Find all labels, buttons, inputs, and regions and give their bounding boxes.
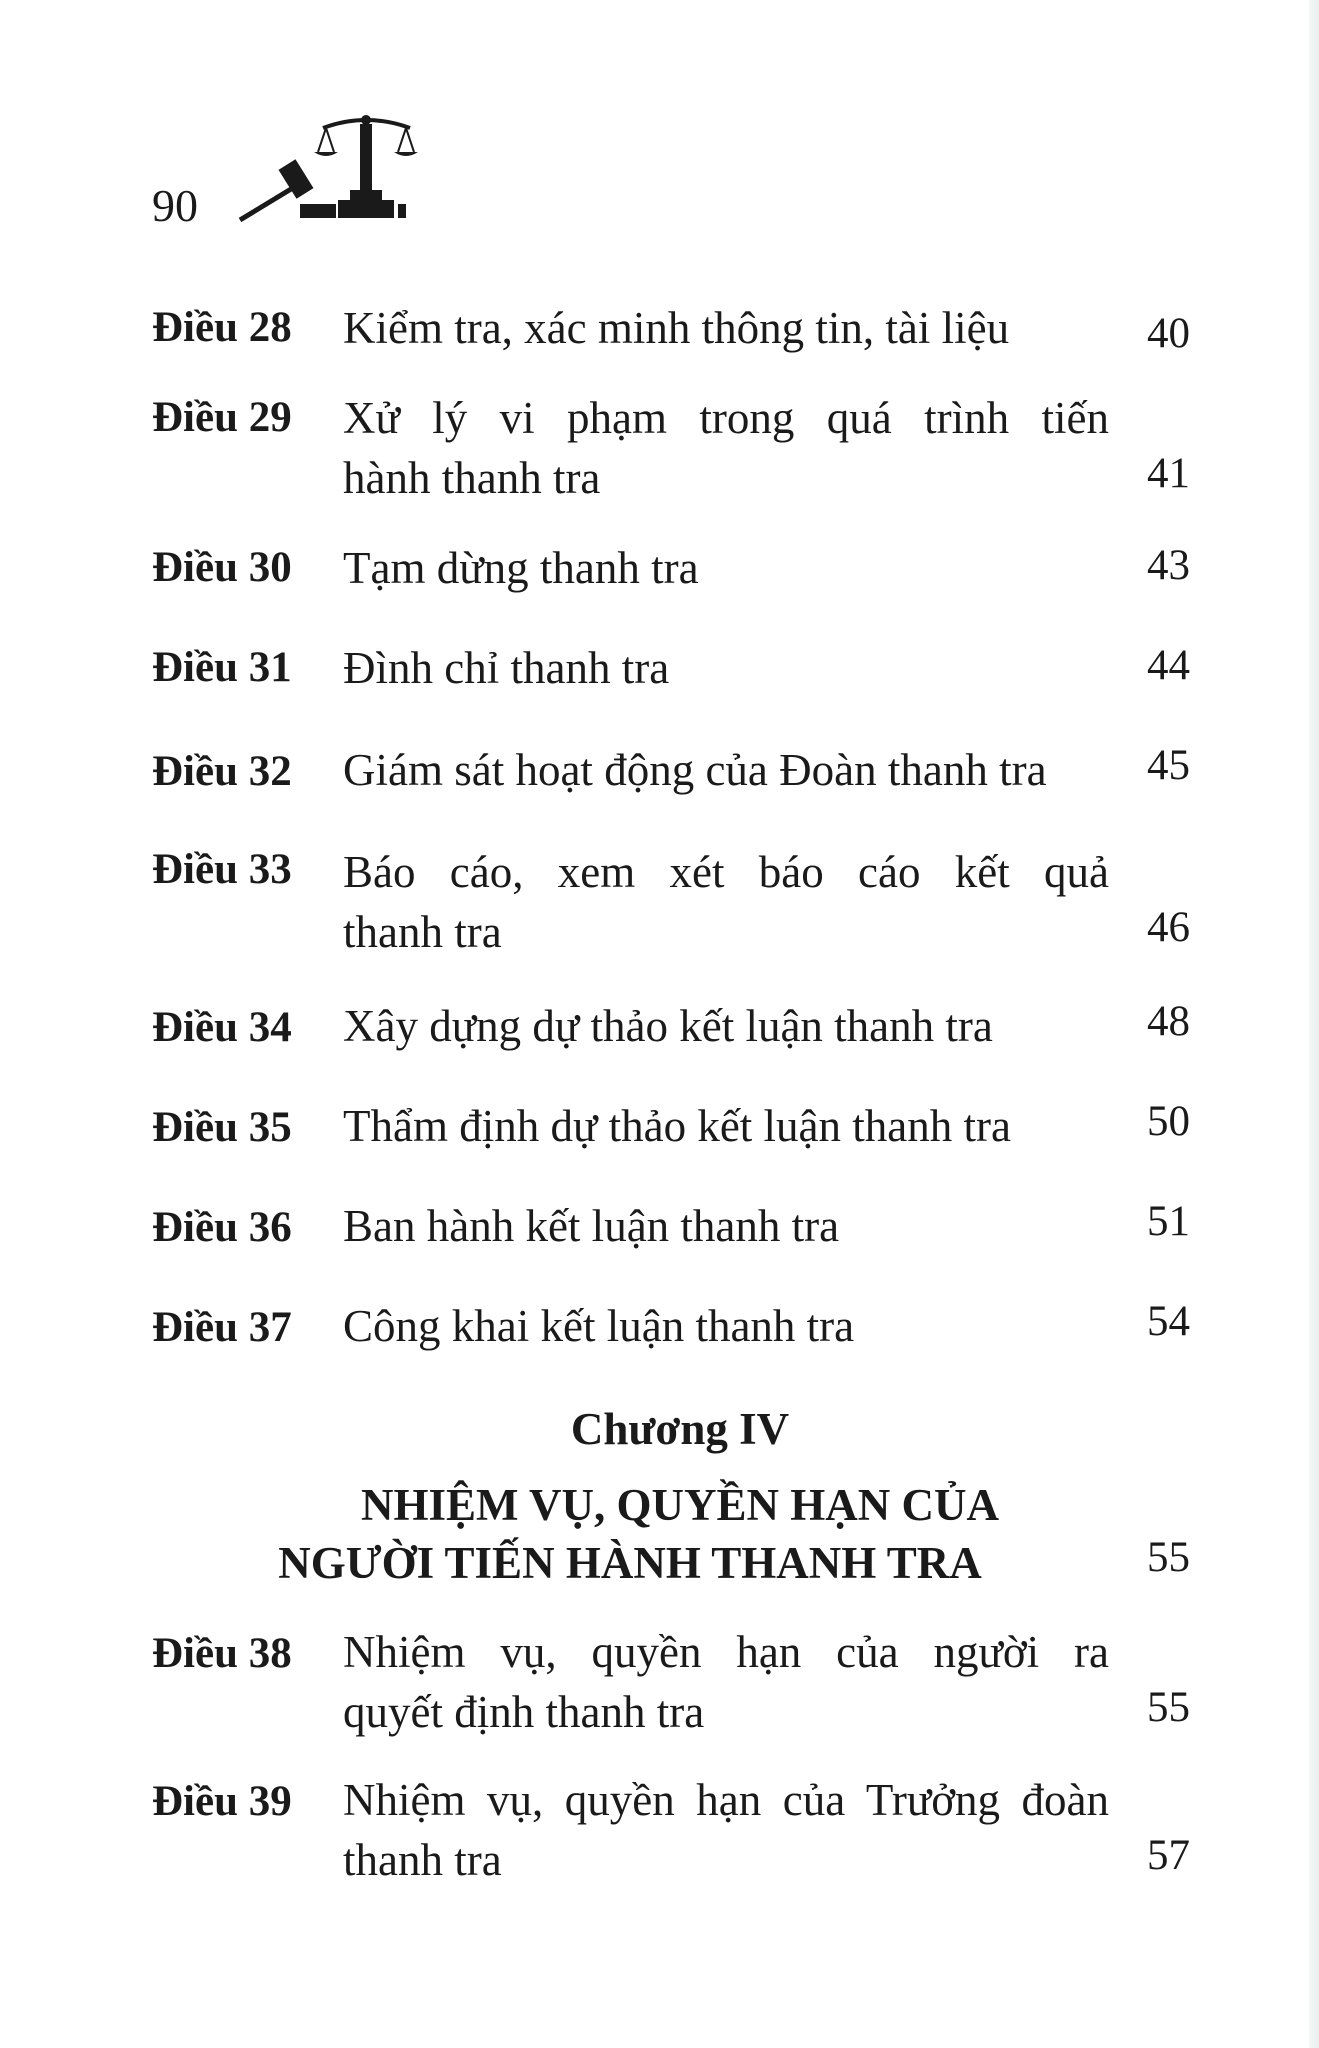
article-title-line: Kiểm tra, xác minh thông tin, tài liệu	[343, 303, 1010, 353]
article-title-line: Xử lý vi phạm trong quá trình tiến	[343, 393, 1109, 443]
page-ref: 43	[1147, 542, 1190, 589]
article-title	[343, 298, 1109, 358]
article-title	[343, 538, 1109, 598]
article-number: Điều 32	[152, 748, 292, 795]
chapter-label: Chương IV	[570, 1404, 790, 1454]
page-ref: 48	[1147, 998, 1190, 1045]
article-title	[343, 638, 1109, 698]
page-edge	[1309, 0, 1319, 2048]
article-title	[343, 1096, 1109, 1156]
article-title-line: Công khai kết luận thanh tra	[343, 1301, 855, 1351]
article-title-line: Đình chỉ thanh tra	[343, 643, 670, 693]
page-ref: 55	[1147, 1534, 1190, 1581]
article-number: Điều 34	[152, 1004, 292, 1051]
article-number: Điều 37	[152, 1304, 292, 1351]
article-title-line: Tạm dừng thanh tra	[343, 543, 699, 593]
article-number: Điều 28	[152, 304, 292, 351]
article-title-line: Nhiệm vụ, quyền hạn của Trưởng đoàn	[343, 1775, 1109, 1825]
page-ref: 40	[1147, 310, 1190, 357]
article-title-line: Ban hành kết luận thanh tra	[343, 1201, 840, 1251]
article-number: Điều 38	[152, 1630, 292, 1677]
page-ref: 50	[1147, 1098, 1190, 1145]
page-ref: 44	[1147, 642, 1190, 689]
article-title-line: Báo cáo, xem xét báo cáo kết quả	[343, 847, 1109, 897]
article-number: Điều 35	[152, 1104, 292, 1151]
article-title	[343, 1196, 1109, 1256]
article-title-line: Giám sát hoạt động của Đoàn thanh tra	[343, 745, 1047, 795]
article-number: Điều 36	[152, 1204, 292, 1251]
article-number: Điều 39	[152, 1778, 292, 1825]
article-title-line: Nhiệm vụ, quyền hạn của người ra	[343, 1627, 1109, 1677]
article-title	[343, 388, 1109, 508]
article-title	[343, 996, 1109, 1056]
article-title	[343, 1770, 1109, 1890]
page-ref: 57	[1147, 1832, 1190, 1879]
article-title-line: thanh tra	[343, 907, 502, 957]
article-number: Điều 29	[152, 394, 292, 441]
article-number: Điều 33	[152, 846, 292, 893]
article-title-line: thanh tra	[343, 1835, 502, 1885]
article-title-line: Xây dựng dự thảo kết luận thanh tra	[343, 1001, 993, 1051]
page-ref: 51	[1147, 1198, 1190, 1245]
page-ref: 41	[1147, 450, 1190, 497]
scales-of-justice-gavel-icon	[238, 110, 438, 230]
article-number: Điều 31	[152, 644, 292, 691]
page-ref: 55	[1147, 1684, 1190, 1731]
chapter-title-line: NGƯỜI TIẾN HÀNH THANH TRA	[278, 1538, 982, 1588]
article-title	[343, 1622, 1109, 1742]
article-title-line: quyết định thanh tra	[343, 1687, 705, 1737]
page-ref: 45	[1147, 742, 1190, 789]
article-number: Điều 30	[152, 544, 292, 591]
article-title	[343, 1296, 1109, 1356]
article-title	[343, 740, 1109, 800]
article-title-line: hành thanh tra	[343, 453, 601, 503]
article-title-line: Thẩm định dự thảo kết luận thanh tra	[343, 1101, 1011, 1151]
page-number: 90	[152, 180, 198, 231]
page-ref: 46	[1147, 904, 1190, 951]
page-ref: 54	[1147, 1298, 1190, 1345]
chapter-title-line: NHIỆM VỤ, QUYỀN HẠN CỦA	[361, 1480, 999, 1530]
article-title	[343, 842, 1109, 962]
